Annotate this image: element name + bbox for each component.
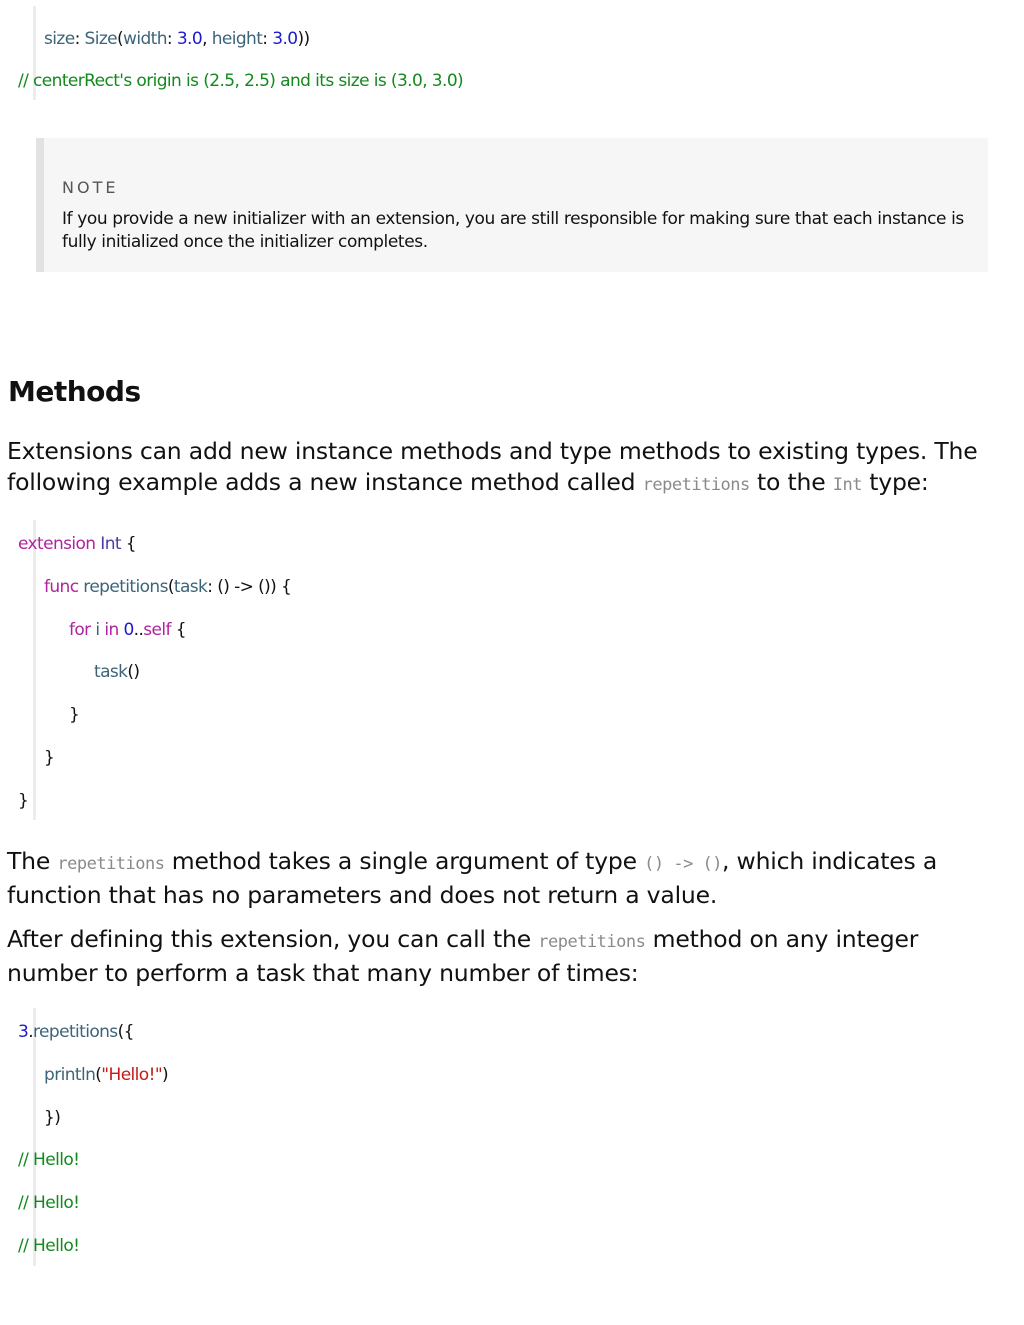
inline-code-function-type: () -> () — [644, 854, 723, 874]
note-label: NOTE — [62, 178, 119, 197]
code-block-center-rect — [0, 6, 1000, 100]
code-line-close-closure: }) — [44, 1108, 61, 1128]
inline-code-repetitions: repetitions — [642, 475, 750, 495]
code-line-func: func repetitions(task: () -> ()) { — [44, 577, 292, 597]
code-line-size: size: Size(width: 3.0, height: 3.0)) — [44, 29, 310, 49]
code-line-println: println("Hello!") — [44, 1065, 169, 1085]
code-line-repetitions-call: 3.repetitions({ — [18, 1022, 134, 1042]
code-output-comment: // Hello! — [18, 1236, 80, 1256]
code-line-close-func: } — [44, 748, 55, 768]
inline-code-repetitions: repetitions — [57, 854, 165, 874]
code-line-extension: extension Int { — [18, 534, 136, 554]
code-line-close-extension: } — [18, 791, 29, 811]
code-line-task-call: task() — [94, 662, 140, 682]
note-text: If you provide a new initializer with an extension, you are still responsible for making sure that each instance is fully initialized once the initializer completes. — [62, 209, 964, 252]
code-line-close-for: } — [69, 705, 80, 725]
code-line-for: for i in 0..self { — [69, 620, 186, 640]
inline-code-int: Int — [832, 475, 862, 495]
intro-paragraph: Extensions can add new instance methods and type methods to existing types. The following example adds a new instance method called repetitions to the Int type: — [7, 437, 978, 496]
code-block-bar — [33, 520, 36, 820]
usage-paragraph: After defining this extension, you can call the repetitions method on any integer number to perform a task that many number of times: — [7, 925, 919, 987]
section-title: Methods — [8, 375, 141, 408]
code-block-usage — [0, 1008, 1000, 1266]
method-description-paragraph: The repetitions method takes a single argument of type () -> (), which indicates a function that has no parameters and does not return a value. — [7, 847, 938, 909]
inline-code-repetitions: repetitions — [538, 932, 646, 952]
code-comment-center-rect: // centerRect's origin is (2.5, 2.5) and its size is (3.0, 3.0) — [18, 71, 464, 91]
code-block-extension — [0, 520, 1000, 820]
code-output-comment: // Hello! — [18, 1193, 80, 1213]
code-block-bar — [33, 1008, 36, 1266]
note-box — [36, 138, 988, 272]
code-output-comment: // Hello! — [18, 1150, 80, 1170]
